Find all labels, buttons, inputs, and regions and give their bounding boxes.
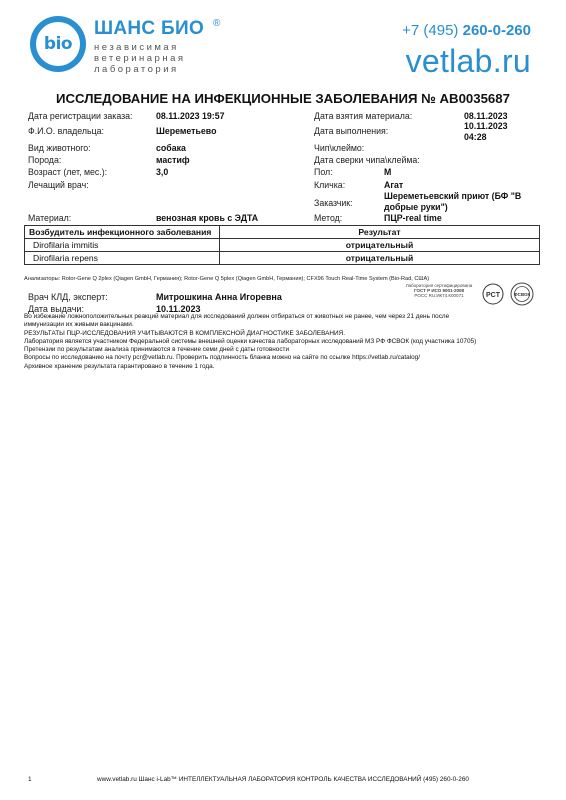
logo-inner	[36, 22, 80, 66]
chip-check-label: Дата сверки чипа\клейма:	[314, 155, 420, 165]
result-cell: отрицательный	[220, 252, 540, 265]
doctor-label: Врач КЛД, эксперт:	[28, 292, 108, 302]
age-value: 3,0	[156, 167, 169, 177]
pct-mark-text: PCT	[486, 292, 500, 299]
material-value: венозная кровь с ЭДТА	[156, 213, 259, 223]
customer-value: Шереметьевский приют (БФ "В	[384, 191, 522, 201]
note-line: иммунизации их живыми вакцинами.	[24, 321, 134, 329]
species-label: Вид животного:	[28, 143, 91, 153]
result-cell: отрицательный	[220, 239, 540, 252]
note-line: Вопросы по исследованию на почту pcr@vetlab.ru. Проверить подлинность бланка можно на сайте по ссылке https://vetlab.ru/catalog/	[24, 354, 420, 362]
customer-value-cont: добрые руки")	[384, 202, 448, 212]
table-row	[25, 252, 540, 265]
fsvok-seal-icon	[510, 282, 534, 306]
brand-name: ШАНС БИО	[94, 18, 205, 39]
vet-label: Лечащий врач:	[28, 180, 89, 190]
nickname-label: Кличка:	[314, 180, 346, 190]
pct-mark-icon	[482, 283, 504, 305]
logo-text: bio	[43, 34, 73, 54]
doctor-value: Митрошкина Анна Игоревна	[156, 292, 282, 302]
agent-cell: Dirofilaria repens	[25, 252, 220, 265]
method-label: Метод:	[314, 213, 343, 223]
owner-value: Шереметьево	[156, 126, 217, 136]
issue-date-value: 10.11.2023	[156, 304, 201, 314]
breed-label: Порода:	[28, 155, 62, 165]
chip-label: Чип\клеймо:	[314, 143, 365, 153]
owner-label: Ф.И.О. владельца:	[28, 126, 104, 136]
reg-date-label: Дата регистрации заказа:	[28, 111, 133, 121]
page-number: 1	[28, 776, 32, 783]
site-url: vetlab.ru	[405, 43, 531, 79]
header-agent: Возбудитель инфекционного заболевания	[25, 226, 220, 239]
results-table	[24, 225, 540, 265]
cert-line: РОСС RU.ИК74.К00071	[414, 293, 464, 299]
notes	[24, 313, 524, 371]
phone-prefix: +7 (495)	[402, 22, 459, 39]
note-line: Во избежание ложноположительных реакций материал для исследований должен отбираться от животных не ранее, чем через 21 день после	[24, 313, 450, 320]
cert-line: ГОСТ Р ИСО 9001-2008	[413, 288, 465, 294]
registered-mark: ®	[213, 18, 221, 29]
method-value: ПЦР-real time	[384, 213, 442, 223]
tagline	[94, 42, 186, 75]
sex-label: Пол:	[314, 167, 333, 177]
age-label: Возраст (лет, мес.):	[28, 167, 108, 177]
table-header-row	[25, 226, 540, 239]
analyzers-note: Анализаторы: Rotor-Gene Q 2plex (Qiagen GmbH, Германия); Rotor-Gene Q 5plex (Qiagen GmbH, Германия); CFX96 Touch Real-Time System (Bio-Rad, США)	[24, 276, 430, 282]
sample-date-value: 08.11.2023	[464, 111, 508, 121]
done-time-value: 04:28	[464, 132, 487, 142]
document-title: ИССЛЕДОВАНИЕ НА ИНФЕКЦИОННЫЕ ЗАБОЛЕВАНИЯ № AB0035687	[56, 91, 510, 106]
cert-line: Лаборатория сертифицирована	[405, 283, 473, 288]
agent-cell: Dirofilaria immitis	[25, 239, 220, 252]
seal-text: ФСВОК	[513, 292, 531, 297]
done-date-label: Дата выполнения:	[314, 126, 389, 136]
footer-text: www.vetlab.ru Шанс i-Lab™ ИНТЕЛЛЕКТУАЛЬНАЯ ЛАБОРАТОРИЯ КОНТРОЛЬ КАЧЕСТВА ИССЛЕДОВАНИЙ (495) 260-0-260	[97, 776, 469, 783]
tagline-line: лаборатория	[94, 64, 179, 75]
done-date-value: 10.11.2023	[464, 121, 508, 131]
material-label: Материал:	[28, 213, 72, 223]
customer-label: Заказчик:	[314, 198, 353, 208]
note-line: Архивное хранение результата гарантировано в течение 1 года.	[24, 362, 215, 370]
sex-value: М	[384, 167, 392, 177]
breed-value: мастиф	[156, 155, 190, 165]
phone-number: 260-0-260	[462, 22, 531, 39]
note-line: РЕЗУЛЬТАТЫ ПЦР-ИССЛЕДОВАНИЯ УЧИТЫВАЮТСЯ В КОМПЛЕКСНОЙ ДИАГНОСТИКЕ ЗАБОЛЕВАНИЯ.	[24, 329, 345, 337]
phone	[402, 22, 531, 39]
note-line: Претензии по результатам анализа принимаются в течение семи дней с даты готовности	[24, 346, 290, 354]
header-result: Результат	[220, 226, 540, 239]
sample-date-label: Дата взятия материала:	[314, 111, 413, 121]
note-line: Лаборатория является участником Федеральной системы внешней оценки качества лабораторных исследований МЗ РФ ФСВОК (код участника 10705)	[24, 337, 477, 345]
nickname-value: Агат	[384, 180, 404, 190]
issue-date-label: Дата выдачи:	[28, 304, 84, 314]
tagline-line: независимая	[94, 42, 179, 53]
tagline-line: ветеринарная	[94, 53, 186, 64]
logo	[30, 16, 86, 72]
certification-text	[404, 283, 474, 299]
species-value: собака	[156, 143, 186, 153]
table-row	[25, 239, 540, 252]
reg-date-value: 08.11.2023 19:57	[156, 111, 225, 121]
